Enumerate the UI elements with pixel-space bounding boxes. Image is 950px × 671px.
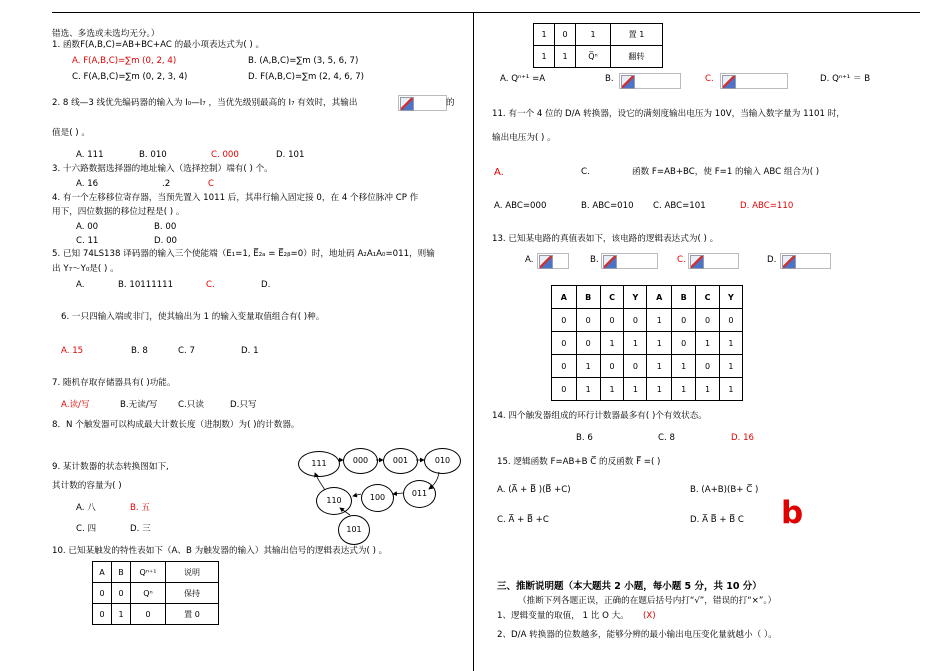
section-3-note: （推断下列各题正误，正确的在题后括号内打“√”，错误的打“×”。） xyxy=(518,596,777,606)
table-row xyxy=(552,332,743,355)
section-3-title: 三、推断说明题（本大题共 2 小题，每小题 5 分，共 10 分） xyxy=(497,581,762,592)
q10-option-a: A. Qⁿ⁺¹ =A xyxy=(500,74,546,84)
table-cell: 1 xyxy=(647,309,672,332)
q1-option-b: B. (A,B,C)=∑m (3, 5, 6, 7) xyxy=(248,56,359,66)
table-cell: 0 xyxy=(552,355,577,378)
q3-option-c: C xyxy=(208,179,215,189)
q5-option-c: C. xyxy=(206,280,215,290)
q13-option-a-image xyxy=(537,253,569,269)
picture-icon xyxy=(603,255,617,269)
table-cell: 1 xyxy=(576,24,611,46)
q15-option-b: B. (A+B)(B+ C̅ ) xyxy=(690,485,759,495)
table-cell: 1 xyxy=(696,378,719,401)
q15-option-a: A. (A̅ + B̅ )(B̅ +C) xyxy=(497,485,571,495)
q11-stem: 11. 有一个 4 位的 D/A 转换器，设它的满刻度输出电压为 10V，当输入数字量为 1101 时， xyxy=(492,109,845,119)
q13-stem: 13. 已知某电路的真值表如下，该电路的逻辑表达式为( ) 。 xyxy=(492,234,719,244)
section-3-item-1-mark: (X) xyxy=(643,611,656,621)
q6-option-d: D. 1 xyxy=(241,346,259,356)
table-row xyxy=(552,378,743,401)
q9-option-c: C. 四 xyxy=(76,524,97,534)
q3-stem: 3. 十六路数据选择器的地址输入（选择控制）端有( ) 个。 xyxy=(52,164,273,174)
q15-stem: 15. 逻辑函数 F=AB+B C̅ 的反函数 F̅ =( ) xyxy=(497,457,661,467)
q13-option-b-image xyxy=(601,253,658,269)
table-cell: 0 xyxy=(600,309,623,332)
q2-option-c: C. 000 xyxy=(211,150,239,160)
q4-line2: 用下，四位数据的移位过程是( ) 。 xyxy=(52,207,185,217)
table-cell: 0 xyxy=(112,583,131,604)
q2-option-d: D. 101 xyxy=(276,150,305,160)
table-cell: Q̅ⁿ xyxy=(576,46,611,68)
table-cell: 1 xyxy=(696,332,719,355)
table-cell: 1 xyxy=(534,24,555,46)
q14-stem: 14. 四个触发器组成的环行计数器最多有( )个有效状态。 xyxy=(492,411,707,421)
q12-option-c: C. ABC=101 xyxy=(653,201,706,211)
q7-option-a: A.读/写 xyxy=(61,400,90,410)
table-cell: 1 xyxy=(600,378,623,401)
q7-stem: 7. 随机存取存储器具有( )功能。 xyxy=(52,378,176,388)
q12-stem: 函数 F=AB+BC，使 F=1 的输入 ABC 组合为( ) xyxy=(632,167,820,177)
q1-option-d: D. F(A,B,C)=∑m (2, 4, 6, 7) xyxy=(248,72,365,82)
q11-option-c: C. xyxy=(581,167,590,177)
table-cell: 1 xyxy=(672,378,696,401)
table-cell: 0 xyxy=(555,24,576,46)
q13-option-a: A. xyxy=(525,255,534,265)
table-cell: 0 xyxy=(576,332,600,355)
table-cell: 1 xyxy=(600,332,623,355)
state-node-011: 011 xyxy=(403,480,436,508)
q10-option-c-image xyxy=(720,73,788,89)
table-cell: 1 xyxy=(555,46,576,68)
q10-table xyxy=(92,561,219,625)
q9-option-d: D. 三 xyxy=(130,524,151,534)
table-cell: 0 xyxy=(93,583,112,604)
q3-option-b: .2 xyxy=(162,179,171,189)
q3-option-a: A. 16 xyxy=(76,179,99,189)
table-row xyxy=(93,583,219,604)
table-cell: 0 xyxy=(672,309,696,332)
column-divider xyxy=(473,12,474,671)
q5-line2: 出 Y₇～Y₀是( ) 。 xyxy=(52,264,119,274)
table-cell: 1 xyxy=(576,355,600,378)
q9-stem: 9. 某计数器的状态转换图如下, xyxy=(52,462,169,472)
table-cell: 置 0 xyxy=(166,604,219,625)
section-3-item-1: 1、逻辑变量的取值， 1 比 O 大。 xyxy=(497,611,629,621)
table-cell: Qⁿ xyxy=(131,583,166,604)
table-cell: 1 xyxy=(624,332,647,355)
q4-option-d: D. 00 xyxy=(154,236,178,246)
q11-line2: 输出电压为( ) 。 xyxy=(492,133,556,143)
state-node-000: 000 xyxy=(343,448,378,474)
q14-option-d: D. 16 xyxy=(731,433,755,443)
q7-option-d: D.只写 xyxy=(230,400,257,410)
table-cell: 1 xyxy=(672,355,696,378)
picture-icon xyxy=(539,255,553,269)
q12-option-a: A. ABC=000 xyxy=(494,201,547,211)
table-cell: 0 xyxy=(131,604,166,625)
q5-option-d: D. xyxy=(261,280,271,290)
table-header-cell: 说明 xyxy=(166,562,219,583)
table-cell: 1 xyxy=(647,332,672,355)
table-header-cell: B xyxy=(112,562,131,583)
table-header-cell: C xyxy=(696,286,719,309)
q2-stem-tail: 的 xyxy=(446,98,455,108)
top-rule xyxy=(52,12,920,13)
table-cell: 保持 xyxy=(166,583,219,604)
table-cell: 0 xyxy=(93,604,112,625)
q5-option-a: A. xyxy=(76,280,85,290)
q5-stem: 5. 已知 74LS138 译码器的输入三个使能端（E₁=1, E̅₂ₐ = E̅₂ᵦ=0）时，地址码 A₂A₁A₀=011，则输 xyxy=(52,249,435,259)
table-header-cell: C xyxy=(600,286,623,309)
table-row xyxy=(552,309,743,332)
q4-stem: 4. 有一个左移移位寄存器，当预先置入 1011 后，其串行输入固定接 0，在 4 个移位脉冲 CP 作 xyxy=(52,193,419,203)
table-cell: 1 xyxy=(647,355,672,378)
table-cell: 0 xyxy=(576,309,600,332)
q12-option-b: B. ABC=010 xyxy=(581,201,634,211)
q2-option-b: B. 010 xyxy=(139,150,167,160)
table-cell: 1 xyxy=(624,378,647,401)
table-cell: 0 xyxy=(624,355,647,378)
q6-option-b: B. 8 xyxy=(131,346,148,356)
table-cell: 1 xyxy=(576,378,600,401)
answer-mark: b xyxy=(781,495,804,531)
q13-option-c: C. xyxy=(677,255,686,265)
table-row xyxy=(552,355,743,378)
q15-option-c: C. A̅ + B̅ +C xyxy=(497,515,549,525)
q6-option-a: A. 15 xyxy=(61,346,84,356)
q1-option-a: A. F(A,B,C)=∑m (0, 2, 4) xyxy=(72,56,177,66)
q13-truth-table xyxy=(551,285,743,401)
q13-option-c-image xyxy=(688,253,739,269)
table-header-cell: Y xyxy=(719,286,742,309)
table-header-cell: B xyxy=(672,286,696,309)
state-node-100: 100 xyxy=(361,484,394,512)
table-row xyxy=(93,604,219,625)
q4-option-c: C. 11 xyxy=(76,236,99,246)
q11-option-a: A. xyxy=(494,167,504,178)
q10-option-c: C. xyxy=(705,74,714,84)
table-cell: 1 xyxy=(719,332,742,355)
table-row xyxy=(534,24,663,46)
state-node-110: 110 xyxy=(316,487,352,515)
q13-option-b: B. xyxy=(590,255,599,265)
table-cell: 0 xyxy=(696,355,719,378)
table-cell: 1 xyxy=(647,378,672,401)
q10-option-d: D. Qⁿ⁺¹ ＝ B xyxy=(820,74,871,84)
picture-icon xyxy=(621,75,635,89)
q1-option-c: C. F(A,B,C)=∑m (0, 2, 3, 4) xyxy=(72,72,188,82)
q6-option-c: C. 7 xyxy=(178,346,195,356)
q4-option-b: B. 00 xyxy=(154,222,177,232)
q13-option-d-image xyxy=(780,253,831,269)
table-cell: 1 xyxy=(534,46,555,68)
picture-icon xyxy=(782,255,796,269)
q6-stem: 6. 一只四输入端或非门，使其输出为 1 的输入变量取值组合有( )种。 xyxy=(61,312,325,322)
table-row xyxy=(534,46,663,68)
table-header-cell: A xyxy=(552,286,577,309)
q10-option-b: B. xyxy=(605,74,614,84)
q8-stem: 8．N 个触发器可以构成最大计数长度（进制数）为( )的计数器。 xyxy=(52,420,300,430)
table-cell: 1 xyxy=(719,378,742,401)
section-3-item-2: 2、D/A 转换器的位数越多，能够分辨的最小输出电压变化量就越小（ ）。 xyxy=(497,630,777,640)
picture-icon xyxy=(400,97,414,111)
table-cell: 翻转 xyxy=(611,46,663,68)
q7-option-c: C.只读 xyxy=(178,400,204,410)
q2-stem: 2. 8 线—3 线优先编码器的输入为 I₀—I₇ ，当优先级别最高的 I₇ 有效时，其输出 xyxy=(52,98,358,108)
q2-option-a: A. 111 xyxy=(76,150,104,160)
table-header-row xyxy=(93,562,219,583)
table-cell: 0 xyxy=(696,309,719,332)
q15-option-d: D. A̅ B̅ + B̅ C xyxy=(690,515,744,525)
table-cell: 0 xyxy=(552,378,577,401)
q7-option-b: B.无读/写 xyxy=(120,400,158,410)
q13-option-d: D. xyxy=(767,255,777,265)
q2-line2: 值是( ) 。 xyxy=(52,128,90,138)
q5-option-b: B. 10111111 xyxy=(118,280,174,290)
table-header-cell: A xyxy=(647,286,672,309)
state-node-001: 001 xyxy=(383,448,418,474)
table-header-cell: B xyxy=(576,286,600,309)
table-cell: 0 xyxy=(672,332,696,355)
q10-stem: 10. 已知某触发的特性表如下（A、B 为触发器的输入）其输出信号的逻辑表达式为( ) 。 xyxy=(52,546,388,556)
table-cell: 0 xyxy=(719,309,742,332)
table-cell: 0 xyxy=(600,355,623,378)
q12-option-d: D. ABC=110 xyxy=(740,201,794,211)
table-header-row xyxy=(552,286,743,309)
state-node-111: 111 xyxy=(298,451,340,477)
picture-icon xyxy=(722,75,736,89)
table-cell: 置 1 xyxy=(611,24,663,46)
q9-option-b: B. 五 xyxy=(130,503,150,513)
table-cell: 0 xyxy=(552,332,577,355)
q9-option-a: A. 八 xyxy=(76,503,96,513)
table-cell: 0 xyxy=(552,309,577,332)
q10-table-continued xyxy=(533,23,663,68)
state-node-010: 010 xyxy=(424,448,461,474)
table-header-cell: Y xyxy=(624,286,647,309)
state-node-101: 101 xyxy=(338,515,370,545)
table-cell: 1 xyxy=(719,355,742,378)
q9-line2: 其计数的容量为( ) xyxy=(52,481,122,491)
intro-text: 错选、多选或未选均无分。） xyxy=(52,29,160,39)
table-cell: 0 xyxy=(624,309,647,332)
q14-option-b: B. 6 xyxy=(576,433,593,443)
q14-option-c: C. 8 xyxy=(658,433,675,443)
table-header-cell: Qⁿ⁺¹ xyxy=(131,562,166,583)
q10-option-b-image xyxy=(619,73,681,89)
q4-option-a: A. 00 xyxy=(76,222,99,232)
q1-stem: 1. 函数F(A,B,C)=AB+BC+AC 的最小项表达式为( ) 。 xyxy=(52,40,265,50)
table-cell: 1 xyxy=(112,604,131,625)
picture-icon xyxy=(690,255,704,269)
table-header-cell: A xyxy=(93,562,112,583)
q2-image-box xyxy=(398,95,447,111)
